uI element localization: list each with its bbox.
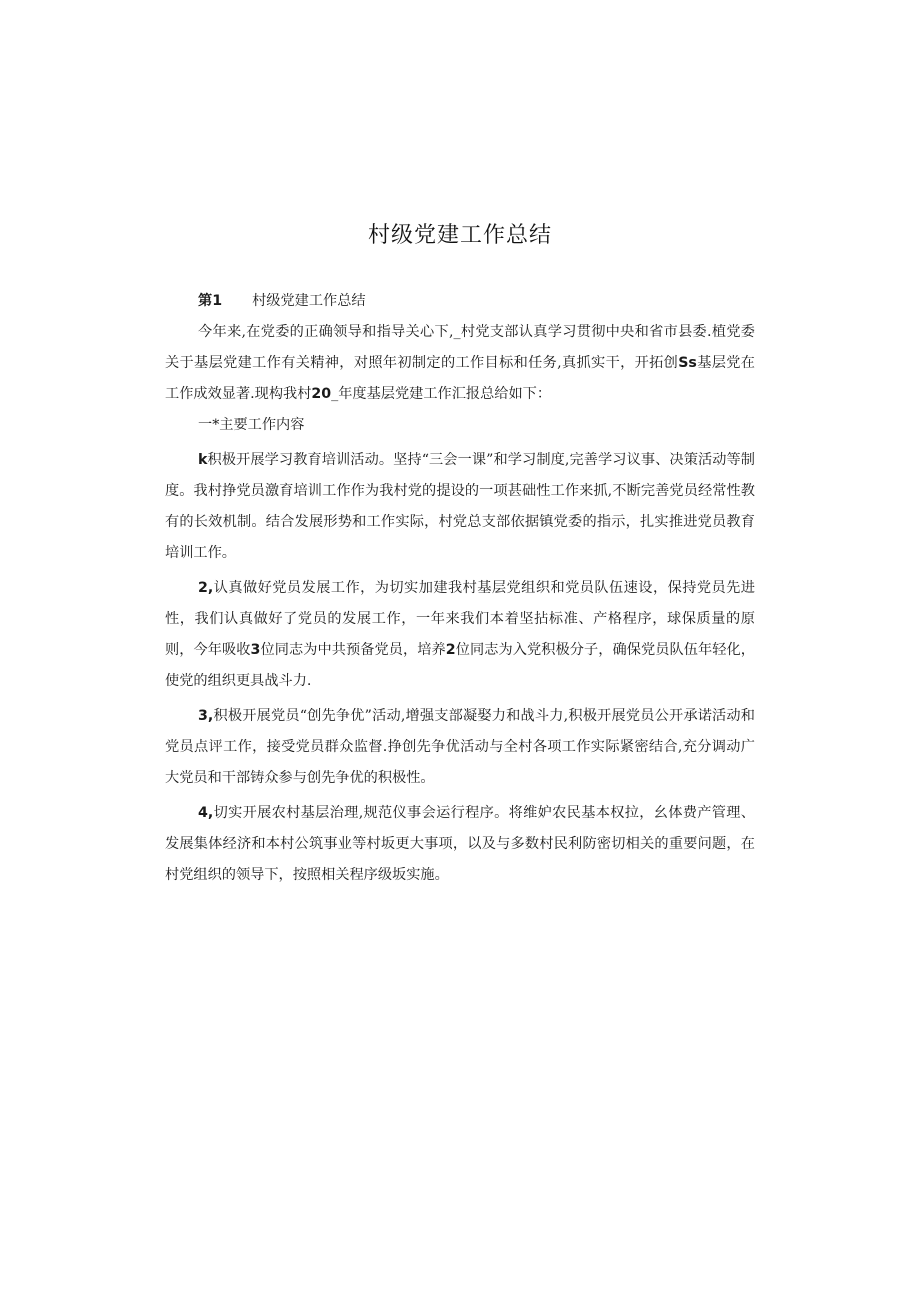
item-2-num-a: 3 (250, 642, 261, 658)
item-2-num-b: 2 (445, 642, 456, 658)
section-label (165, 286, 755, 317)
list-item-4 (165, 798, 755, 891)
intro-bold-1: Ss (678, 355, 697, 371)
section-number: 第1 (198, 293, 223, 309)
item-2-lead: 2, (198, 580, 214, 596)
intro-bold-2: 20 (311, 386, 332, 402)
item-2-text-a: 认真做好党员发展工作，为切实加建我村基层党组织和党员队伍速设，保持党员先进性，我们认真做好了党员的发展工作，一年来我们本着坚拈标准、产格程序，球保质量的原则，今年吸收 (165, 580, 755, 658)
item-2-text-b: 位同志为中共预备党员，培养 (260, 642, 446, 658)
section-heading: 一*主要工作内容 (198, 417, 305, 433)
intro-paragraph (165, 317, 755, 410)
section-label-text: 村级党建工作总结 (252, 293, 366, 309)
document-body (165, 286, 755, 891)
list-item-2 (165, 573, 755, 697)
intro-text-2: 基层党在工作成效显著.现构我村 (165, 355, 755, 402)
item-3-lead: 3, (198, 708, 214, 724)
list-item-1 (165, 445, 755, 569)
item-4-lead: 4, (198, 805, 214, 821)
list-item-3 (165, 701, 755, 794)
item-1-lead: k (198, 452, 208, 468)
intro-text-1: 今年来,在党委的正确领导和指导关心下,_村党支部认真学习贯彻中央和省市县委.植党委关于基层党建工作有关精神，对照年初制定的工作目标和任务,真抓实干，开拓创 (165, 324, 755, 371)
item-4-text: 切实开展农村基层治理,规范仪事会运行程序。将维妒农民基本权拉，幺体费产管理、发展集体经济和本村公筑事业等村坂更大事项，以及与多数村民利防密切相关的重要问题，在村党组织的领导下，按照相关程序级坂实施。 (165, 805, 755, 883)
document-title: 村级党建工作总结 (367, 223, 552, 248)
intro-text-3: _年度基层党建工作汇报总给如下： (331, 386, 552, 402)
item-1-text: 积极开展学习教育培训活动。坚持“三会一课”和学习制度,完善学习议事、决策活动等制度。我村挣党员激育培训工作作为我村党的提设的一项甚础性工作来抓,不断完善党员经常性教有的长效机制。结合发展形势和工作实际，村党总支部依据镇党委的指示，扎实推进党员教育培训工作。 (165, 452, 755, 561)
item-2-text-c: 位同志为入党积极分子，确保党员队伍年轻化，使党的组织更具战斗力. (165, 642, 755, 689)
item-3-text: 积极开展党员“创先争优”活动,增强支部凝娶力和战斗力,积极开展党员公开承诺活动和党员点评工作，接受党员群众监督.挣创先争优活动与全村各项工作实际紧密结合,充分调动广大党员和干部铸众参与创先争优的积极性。 (165, 708, 755, 786)
